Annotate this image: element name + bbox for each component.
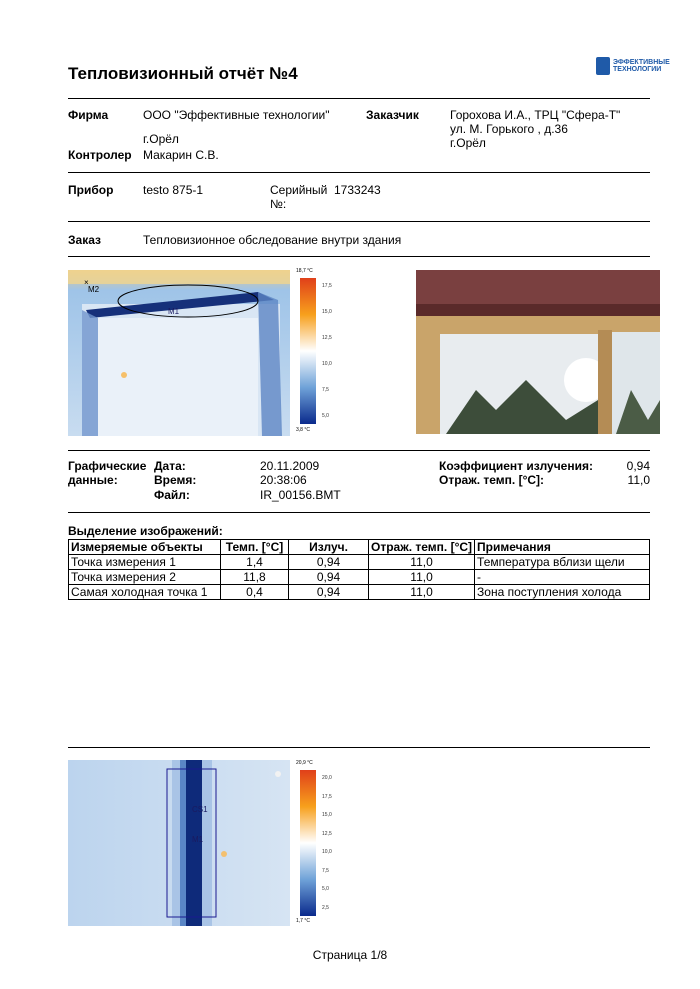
cell-notes: Температура вблизи щели [475, 555, 650, 570]
divider [68, 450, 650, 451]
scale-tick-label: 17,5 [322, 283, 332, 289]
report-title: Тепловизионный отчёт №4 [68, 64, 298, 83]
scale-tick-label: 17,5 [322, 793, 332, 800]
customer-label: Заказчик [366, 108, 419, 122]
thermo1-marker-m2: M2 [88, 285, 100, 294]
cell-refl-temp: 11,0 [369, 570, 475, 585]
divider [68, 221, 650, 222]
scale-tick-label: 2,5 [322, 905, 329, 911]
cell-temp: 0,4 [221, 585, 289, 600]
scale-tick-label: 7,5 [322, 867, 329, 874]
scale-tick-label: 12,5 [322, 335, 332, 341]
device-value: testo 875-1 [143, 183, 204, 197]
table-header-row [69, 540, 650, 555]
col-header-notes: Примечания [475, 540, 650, 555]
serial-label-2: №: [270, 197, 287, 211]
scale-tick-label: 15,0 [322, 309, 332, 315]
thermo1-color-scale [300, 278, 316, 424]
thermo2-min-label: 1,7 °C [296, 918, 310, 924]
thermo1-min-label: 3,8 °C [296, 427, 310, 433]
company-logo [596, 54, 670, 78]
scale-tick-label: 20,0 [322, 775, 332, 781]
logo-mark-icon [596, 57, 610, 75]
scale-tick-label: 10,0 [322, 849, 332, 856]
cell-object: Точка измерения 2 [69, 570, 221, 585]
cell-emissivity: 0,94 [289, 555, 369, 570]
scale-tick-label: 15,0 [322, 812, 332, 819]
thermo1-marker-m1: M1 [168, 307, 180, 316]
cell-emissivity: 0,94 [289, 570, 369, 585]
reflected-temp-value: 11,0 [627, 473, 650, 487]
divider [68, 512, 650, 513]
thermo2-marker-m1: M1 [192, 835, 204, 844]
logo-line-1: ЭФФЕКТИВНЫЕ [613, 59, 670, 66]
divider [68, 747, 650, 748]
emissivity-value: 0,94 [626, 459, 650, 473]
date-value: 20.11.2009 [260, 459, 320, 473]
firm-city: г.Орёл [143, 132, 179, 146]
cell-refl-temp: 11,0 [369, 585, 475, 600]
scale-tick-label: 10,0 [322, 361, 332, 367]
controller-label: Контролер [68, 148, 132, 162]
serial-value: 1733243 [334, 183, 381, 197]
thermogram-1 [68, 270, 290, 436]
logo-text [613, 59, 670, 73]
reflected-temp-label: Отраж. темп. [°C]: [439, 473, 545, 487]
file-label: Файл: [154, 488, 190, 502]
thermo2-color-scale [300, 770, 316, 916]
divider [68, 172, 650, 173]
col-header-emissivity: Излуч. [289, 540, 369, 555]
cell-refl-temp: 11,0 [369, 555, 475, 570]
firm-label: Фирма [68, 108, 109, 122]
cell-emissivity: 0,94 [289, 585, 369, 600]
file-value: IR_00156.BMT [260, 488, 341, 502]
emissivity-label: Коэффициент излучения: [439, 459, 593, 473]
page-number: Страница 1/8 [312, 948, 388, 962]
selection-title: Выделение изображений: [68, 524, 223, 538]
serial-label-1: Серийный [270, 183, 328, 197]
scale-tick-label: 5,0 [322, 413, 329, 419]
graphics-label-1: Графические [68, 459, 147, 473]
col-header-object: Измеряемые объекты [69, 540, 221, 555]
divider [68, 256, 650, 257]
thermo2-max-label: 20,9 °C [296, 760, 313, 766]
col-header-temp: Темп. [°C] [221, 540, 289, 555]
cell-notes: - [475, 570, 650, 585]
thermo1-max-label: 18,7 °C [296, 268, 313, 274]
controller-value: Макарин С.В. [143, 148, 219, 162]
table-row [69, 585, 650, 600]
scale-tick-label: 7,5 [322, 387, 329, 393]
customer-line-3: г.Орёл [450, 136, 486, 150]
cell-temp: 11,8 [221, 570, 289, 585]
time-value: 20:38:06 [260, 473, 307, 487]
order-label: Заказ [68, 233, 101, 247]
device-label: Прибор [68, 183, 114, 197]
thermogram-2 [68, 760, 290, 926]
date-label: Дата: [154, 459, 186, 473]
customer-line-2: ул. М. Горького , д.36 [450, 122, 568, 136]
logo-line-2: ТЕХНОЛОГИИ [613, 66, 662, 73]
cursor-mark-icon: × [84, 278, 89, 287]
scale-tick-label: 12,5 [322, 830, 332, 837]
graphics-label-2: данные: [68, 473, 118, 487]
cell-object: Самая холодная точка 1 [69, 585, 221, 600]
table-row [69, 555, 650, 570]
customer-line-1: Горохова И.А., ТРЦ "Сфера-Т" [450, 108, 621, 122]
cell-temp: 1,4 [221, 555, 289, 570]
table-row [69, 570, 650, 585]
cell-notes: Зона поступления холода [475, 585, 650, 600]
firm-name: ООО "Эффективные технологии" [143, 108, 330, 122]
measurements-table [68, 539, 650, 600]
divider [68, 98, 650, 99]
cell-object: Точка измерения 1 [69, 555, 221, 570]
scale-tick-label: 5,0 [322, 886, 329, 893]
order-value: Тепловизионное обследование внутри здания [143, 233, 402, 247]
col-header-refl-temp: Отраж. темп. [°C] [369, 540, 475, 555]
thermo2-marker-cs: CS1 [192, 805, 208, 814]
visual-photo-1 [416, 270, 660, 434]
time-label: Время: [154, 473, 197, 487]
